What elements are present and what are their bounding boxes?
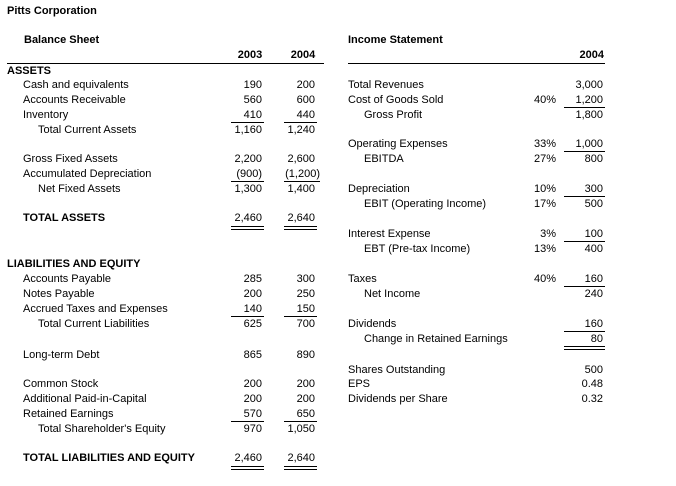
bs-value-2004: 150: [296, 303, 315, 315]
bs-value-2003: 200: [243, 393, 262, 405]
bs-value-2004: 250: [296, 288, 315, 300]
bs-value-2004: 200: [296, 79, 315, 91]
double-rule: [284, 226, 317, 230]
bs-label: Long-term Debt: [23, 349, 100, 361]
bs-label: Notes Payable: [23, 288, 95, 300]
is-label: EPS: [348, 378, 371, 390]
bs-label: Inventory: [23, 109, 69, 121]
is-label: Gross Profit: [364, 109, 423, 121]
bs-value-2004: 2,640: [287, 452, 315, 464]
bs-value-2003: 285: [243, 273, 262, 285]
bs-value-2003: 2,200: [234, 153, 262, 165]
is-header-rule: [348, 63, 605, 64]
bs-label: Additional Paid-in-Capital: [23, 393, 147, 405]
bs-year-2004: 2004: [290, 49, 316, 61]
sum-rule: [284, 316, 317, 317]
bs-value-2003: 190: [243, 79, 262, 91]
bs-value-2004: 2,640: [287, 212, 315, 224]
is-value: 1,800: [575, 109, 603, 121]
bs-value-2004: 700: [296, 318, 315, 330]
bs-value-2003: 200: [243, 288, 262, 300]
is-value: 0.32: [581, 393, 603, 405]
is-value: 160: [584, 273, 603, 285]
is-value: 800: [584, 153, 603, 165]
is-pct: 40%: [533, 273, 556, 285]
is-label: Total Revenues: [348, 79, 424, 91]
is-year: 2004: [579, 49, 604, 61]
bs-label: Cash and equivalents: [23, 79, 129, 91]
is-pct: 13%: [533, 243, 556, 255]
bs-value-2003: 200: [243, 378, 262, 390]
bs-value-2004: 650: [296, 408, 315, 420]
is-pct: 40%: [533, 94, 556, 106]
bs-value-2003: (900): [236, 168, 262, 180]
bs-value-2004: 200: [296, 393, 315, 405]
is-value: 1,200: [575, 94, 603, 106]
bs-label: Net Fixed Assets: [38, 183, 121, 195]
bs-label: Total Shareholder's Equity: [38, 423, 166, 435]
is-pct: 3%: [540, 228, 556, 240]
bs-value-2003: 140: [243, 303, 262, 315]
bs-label: Gross Fixed Assets: [23, 153, 118, 165]
bs-label: Common Stock: [23, 378, 99, 390]
is-label: Change in Retained Earnings: [364, 333, 508, 345]
sum-rule: [231, 181, 264, 182]
bs-value-2004: (1,200): [285, 168, 320, 180]
is-label: Shares Outstanding: [348, 364, 446, 376]
sum-rule: [284, 122, 317, 123]
bs-label: Total Current Assets: [38, 124, 137, 136]
is-label: Operating Expenses: [348, 138, 448, 150]
is-value: 100: [584, 228, 603, 240]
sum-rule: [564, 241, 605, 242]
double-rule: [564, 346, 605, 350]
bs-value-2003: 865: [243, 349, 262, 361]
sum-rule: [564, 151, 605, 152]
double-rule: [231, 226, 264, 230]
is-value: 240: [584, 288, 603, 300]
sum-rule: [231, 316, 264, 317]
income-statement-title: Income Statement: [348, 34, 443, 46]
is-label: Dividends: [348, 318, 397, 330]
is-pct: 10%: [533, 183, 556, 195]
bs-value-2004: 1,240: [287, 124, 315, 136]
bs-value-2003: 560: [243, 94, 262, 106]
is-value: 500: [584, 364, 603, 376]
bs-value-2003: 625: [243, 318, 262, 330]
bs-label: Total Current Liabilities: [38, 318, 150, 330]
bs-value-2004: 1,400: [287, 183, 315, 195]
bs-year-2003: 2003: [237, 49, 263, 61]
bs-value-2003: 1,300: [234, 183, 262, 195]
bs-value-2004: 2,600: [287, 153, 315, 165]
bs-value-2004: 200: [296, 378, 315, 390]
bs-value-2003: 410: [243, 109, 262, 121]
balance-sheet-title: Balance Sheet: [24, 34, 100, 46]
is-pct: 17%: [533, 198, 556, 210]
bs-value-2004: 890: [296, 349, 315, 361]
sum-rule: [564, 196, 605, 197]
double-rule: [284, 466, 317, 470]
bs-value-2003: 2,460: [234, 212, 262, 224]
company-title: Pitts Corporation: [7, 5, 97, 17]
bs-label: Accounts Payable: [23, 273, 112, 285]
bs-value-2003: 1,160: [234, 124, 262, 136]
is-label: Interest Expense: [348, 228, 431, 240]
is-value: 400: [584, 243, 603, 255]
is-value: 80: [590, 333, 603, 345]
is-value: 160: [584, 318, 603, 330]
bs-label: Retained Earnings: [23, 408, 114, 420]
sum-rule: [284, 181, 320, 182]
bs-label: TOTAL LIABILITIES AND EQUITY: [23, 452, 195, 464]
bs-value-2004: 300: [296, 273, 315, 285]
bs-value-2004: 1,050: [287, 423, 315, 435]
is-label: Dividends per Share: [348, 393, 448, 405]
is-pct: 33%: [533, 138, 556, 150]
is-value: 0.48: [581, 378, 603, 390]
sum-rule: [231, 421, 264, 422]
is-value: 500: [584, 198, 603, 210]
liabilities-header: LIABILITIES AND EQUITY: [7, 258, 141, 270]
is-pct: 27%: [533, 153, 556, 165]
sum-rule: [564, 331, 605, 332]
is-label: EBT (Pre-tax Income): [364, 243, 471, 255]
bs-label: Accrued Taxes and Expenses: [23, 303, 168, 315]
double-rule: [231, 466, 264, 470]
bs-value-2003: 2,460: [234, 452, 262, 464]
bs-header-rule: [7, 63, 324, 64]
is-label: EBITDA: [364, 153, 404, 165]
assets-header: ASSETS: [7, 65, 52, 77]
is-value: 300: [584, 183, 603, 195]
sum-rule: [564, 286, 605, 287]
bs-value-2004: 600: [296, 94, 315, 106]
bs-value-2003: 570: [243, 408, 262, 420]
is-label: Depreciation: [348, 183, 410, 195]
bs-label: Accumulated Depreciation: [23, 168, 152, 180]
is-value: 3,000: [575, 79, 603, 91]
is-label: Taxes: [348, 273, 377, 285]
bs-value-2003: 970: [243, 423, 262, 435]
sum-rule: [564, 107, 605, 108]
sum-rule: [231, 122, 264, 123]
is-value: 1,000: [575, 138, 603, 150]
bs-value-2004: 440: [296, 109, 315, 121]
sum-rule: [284, 421, 317, 422]
bs-label: Accounts Receivable: [23, 94, 126, 106]
is-label: Net Income: [364, 288, 421, 300]
is-label: Cost of Goods Sold: [348, 94, 444, 106]
is-label: EBIT (Operating Income): [364, 198, 487, 210]
bs-label: TOTAL ASSETS: [23, 212, 106, 224]
